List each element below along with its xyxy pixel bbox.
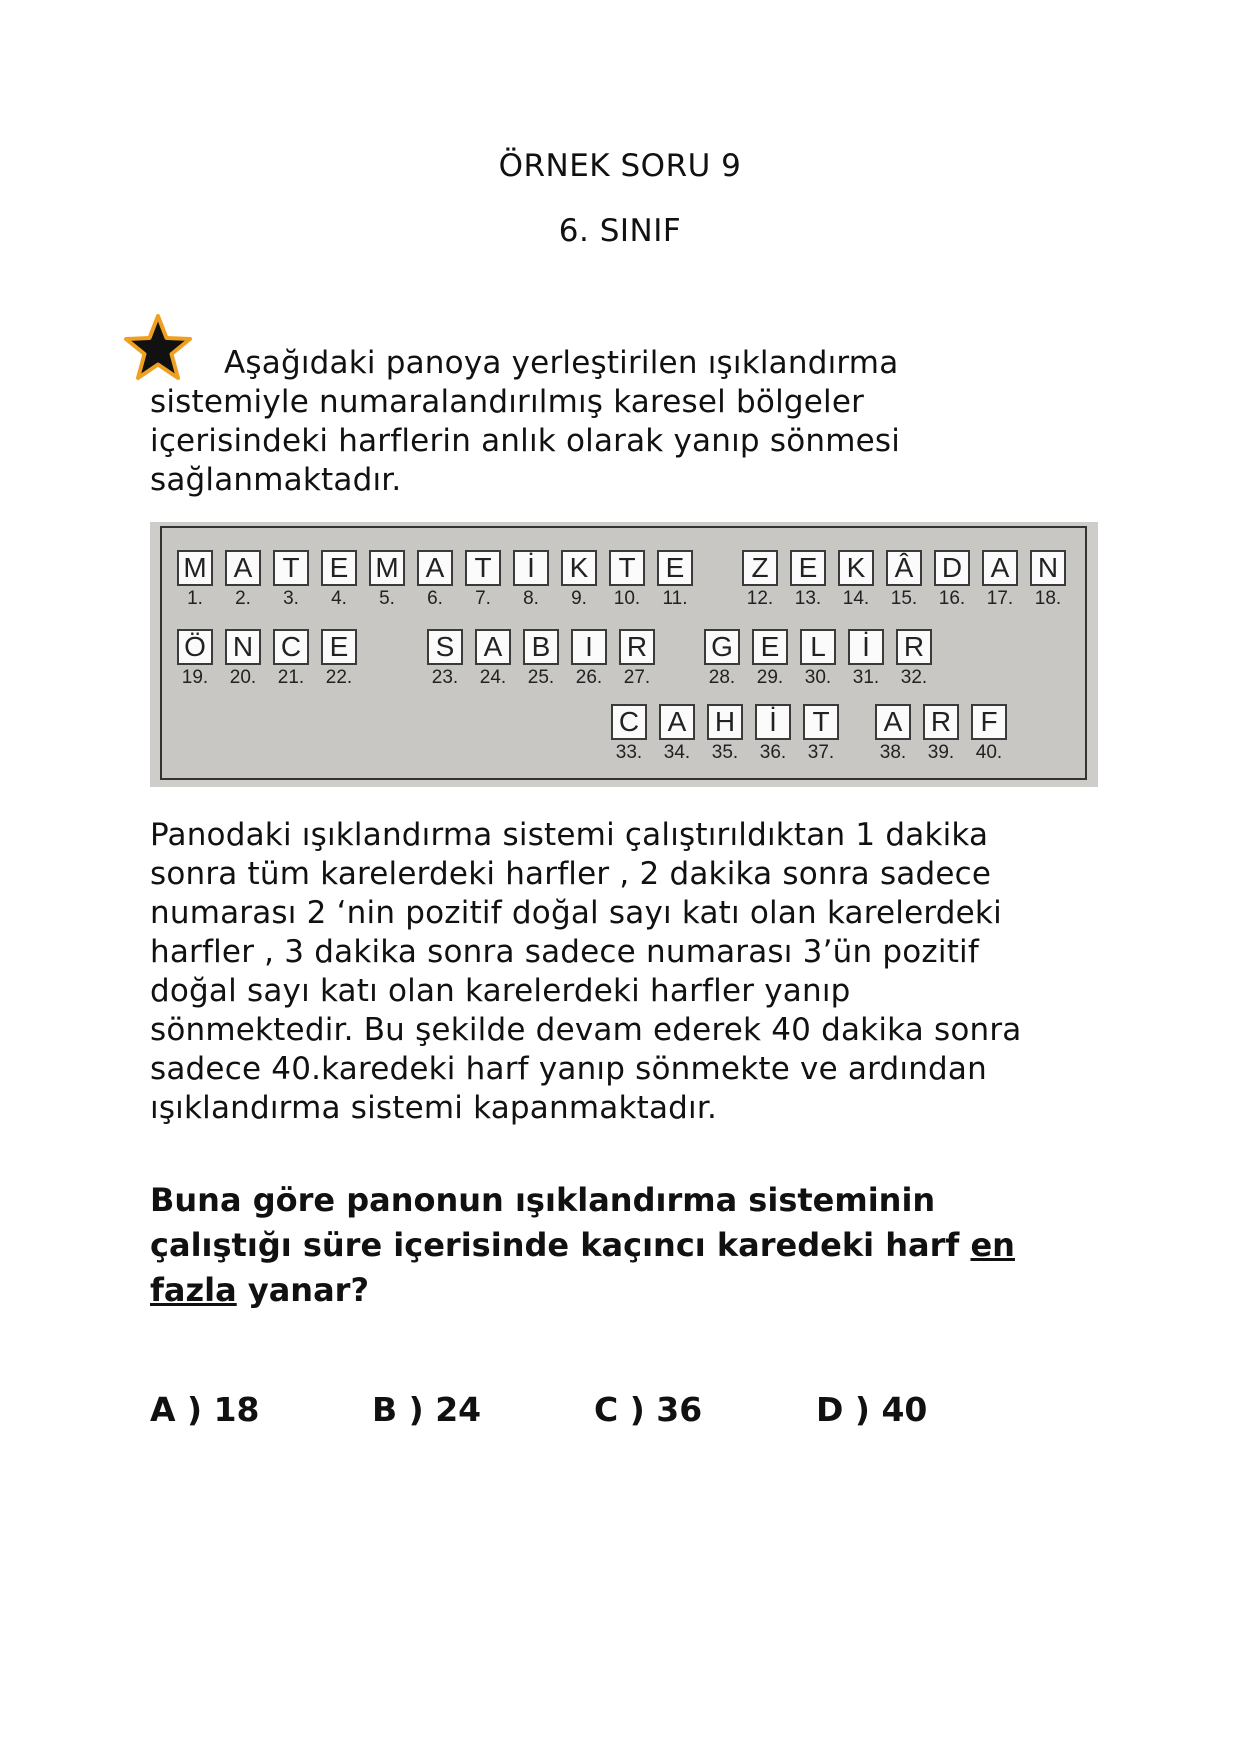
board-number-35: 35. xyxy=(711,742,739,763)
board-number-31: 31. xyxy=(852,667,880,688)
board-number-36: 36. xyxy=(759,742,787,763)
board-number-21: 21. xyxy=(277,667,305,688)
board-number-18: 18. xyxy=(1034,588,1062,609)
question-line xyxy=(150,1223,1070,1268)
underlined-text: fazla xyxy=(150,1271,237,1309)
light-board-image xyxy=(150,522,1098,787)
board-number-20: 20. xyxy=(229,667,257,688)
board-letter-5: M xyxy=(369,550,405,586)
board-number-38: 38. xyxy=(879,742,907,763)
board-letter-14: K xyxy=(838,550,874,586)
board-number-27: 27. xyxy=(623,667,651,688)
option-b[interactable]: B ) 24 xyxy=(372,1390,482,1429)
light-board xyxy=(160,526,1087,780)
board-number-9: 9. xyxy=(571,588,587,609)
board-letter-3: T xyxy=(273,550,309,586)
option-d[interactable]: D ) 40 xyxy=(816,1390,928,1429)
board-number-5: 5. xyxy=(379,588,395,609)
rules-line: harfler , 3 dakika sonra sadece numarası 3’ün pozitif xyxy=(150,934,979,970)
board-number-39: 39. xyxy=(927,742,955,763)
intro-line: sistemiyle numaralandırılmış karesel bölgeler xyxy=(150,384,865,420)
question-text xyxy=(150,1178,1070,1313)
board-letter-37: T xyxy=(803,704,839,740)
underlined-text: en xyxy=(970,1226,1015,1264)
board-letter-23: S xyxy=(427,629,463,665)
board-letter-10: T xyxy=(609,550,645,586)
board-number-6: 6. xyxy=(427,588,443,609)
board-letter-13: E xyxy=(790,550,826,586)
board-number-14: 14. xyxy=(842,588,870,609)
board-letter-26: I xyxy=(571,629,607,665)
board-number-29: 29. xyxy=(756,667,784,688)
board-number-7: 7. xyxy=(475,588,491,609)
intro-line: sağlanmaktadır. xyxy=(150,462,402,498)
board-letter-27: R xyxy=(619,629,655,665)
page-title: ÖRNEK SORU 9 xyxy=(498,148,742,184)
board-number-8: 8. xyxy=(523,588,539,609)
board-number-11: 11. xyxy=(662,588,688,609)
option-c[interactable]: C ) 36 xyxy=(594,1390,703,1429)
board-number-26: 26. xyxy=(575,667,603,688)
question-line: Buna göre panonun ışıklandırma sisteminin xyxy=(150,1181,936,1219)
board-letter-6: A xyxy=(417,550,453,586)
board-letter-28: G xyxy=(704,629,740,665)
board-letter-40: F xyxy=(971,704,1007,740)
board-number-28: 28. xyxy=(708,667,736,688)
board-letter-7: T xyxy=(465,550,501,586)
grade-label: 6. SINIF xyxy=(558,213,682,249)
board-letter-32: R xyxy=(896,629,932,665)
board-letter-21: C xyxy=(273,629,309,665)
board-letter-31: İ xyxy=(848,629,884,665)
question-line-text: yanar? xyxy=(236,1271,370,1309)
board-number-24: 24. xyxy=(479,667,507,688)
board-letter-30: L xyxy=(800,629,836,665)
board-letter-22: E xyxy=(321,629,357,665)
board-letter-19: Ö xyxy=(177,629,213,665)
board-number-17: 17. xyxy=(986,588,1014,609)
board-number-37: 37. xyxy=(807,742,835,763)
board-number-34: 34. xyxy=(663,742,691,763)
rules-line: numarası 2 ‘nin pozitif doğal sayı katı olan karelerdeki xyxy=(150,895,1002,931)
rules-line: sönmektedir. Bu şekilde devam ederek 40 dakika sonra xyxy=(150,1012,1022,1048)
board-letter-1: M xyxy=(177,550,213,586)
intro-paragraph xyxy=(150,344,1110,500)
board-number-22: 22. xyxy=(325,667,353,688)
intro-line: Aşağıdaki panoya yerleştirilen ışıklandırma xyxy=(224,345,899,381)
board-number-2: 2. xyxy=(235,588,251,609)
board-letter-18: N xyxy=(1030,550,1066,586)
board-letter-4: E xyxy=(321,550,357,586)
option-a[interactable]: A ) 18 xyxy=(150,1390,260,1429)
board-letter-25: B xyxy=(523,629,559,665)
board-letter-11: E xyxy=(657,550,693,586)
board-number-25: 25. xyxy=(527,667,555,688)
board-letter-24: A xyxy=(475,629,511,665)
board-number-4: 4. xyxy=(331,588,347,609)
board-letter-34: A xyxy=(659,704,695,740)
board-letter-33: C xyxy=(611,704,647,740)
board-letter-12: Z xyxy=(742,550,778,586)
board-letter-15: Â xyxy=(886,550,922,586)
answer-options xyxy=(150,1390,1090,1440)
rules-line: doğal sayı katı olan karelerdeki harfler yanıp xyxy=(150,973,851,1009)
board-letter-17: A xyxy=(982,550,1018,586)
board-number-10: 10. xyxy=(613,588,641,609)
board-number-19: 19. xyxy=(181,667,209,688)
board-number-13: 13. xyxy=(794,588,822,609)
board-letter-36: İ xyxy=(755,704,791,740)
board-number-16: 16. xyxy=(938,588,966,609)
board-letter-9: K xyxy=(561,550,597,586)
board-letter-20: N xyxy=(225,629,261,665)
board-letter-35: H xyxy=(707,704,743,740)
rules-line: ışıklandırma sistemi kapanmaktadır. xyxy=(150,1090,717,1126)
rules-line: sadece 40.karedeki harf yanıp sönmekte ve ardından xyxy=(150,1051,987,1087)
board-number-23: 23. xyxy=(431,667,459,688)
board-letter-8: İ xyxy=(513,550,549,586)
question-line-text: çalıştığı süre içerisinde kaçıncı karedeki harf xyxy=(150,1226,960,1264)
board-number-32: 32. xyxy=(900,667,928,688)
board-number-33: 33. xyxy=(615,742,643,763)
board-number-12: 12. xyxy=(746,588,774,609)
board-number-3: 3. xyxy=(283,588,299,609)
rules-paragraph xyxy=(150,816,1110,1128)
board-letter-2: A xyxy=(225,550,261,586)
board-letter-29: E xyxy=(752,629,788,665)
board-number-15: 15. xyxy=(890,588,918,609)
board-letter-39: R xyxy=(923,704,959,740)
board-number-40: 40. xyxy=(975,742,1003,763)
board-number-30: 30. xyxy=(804,667,832,688)
board-number-1: 1. xyxy=(187,588,203,609)
rules-line: sonra tüm karelerdeki harfler , 2 dakika sonra sadece xyxy=(150,856,992,892)
question-line xyxy=(150,1268,1070,1313)
intro-line: içerisindeki harflerin anlık olarak yanıp sönmesi xyxy=(150,423,901,459)
board-letter-38: A xyxy=(875,704,911,740)
rules-line: Panodaki ışıklandırma sistemi çalıştırıldıktan 1 dakika xyxy=(150,817,989,853)
board-letter-16: D xyxy=(934,550,970,586)
